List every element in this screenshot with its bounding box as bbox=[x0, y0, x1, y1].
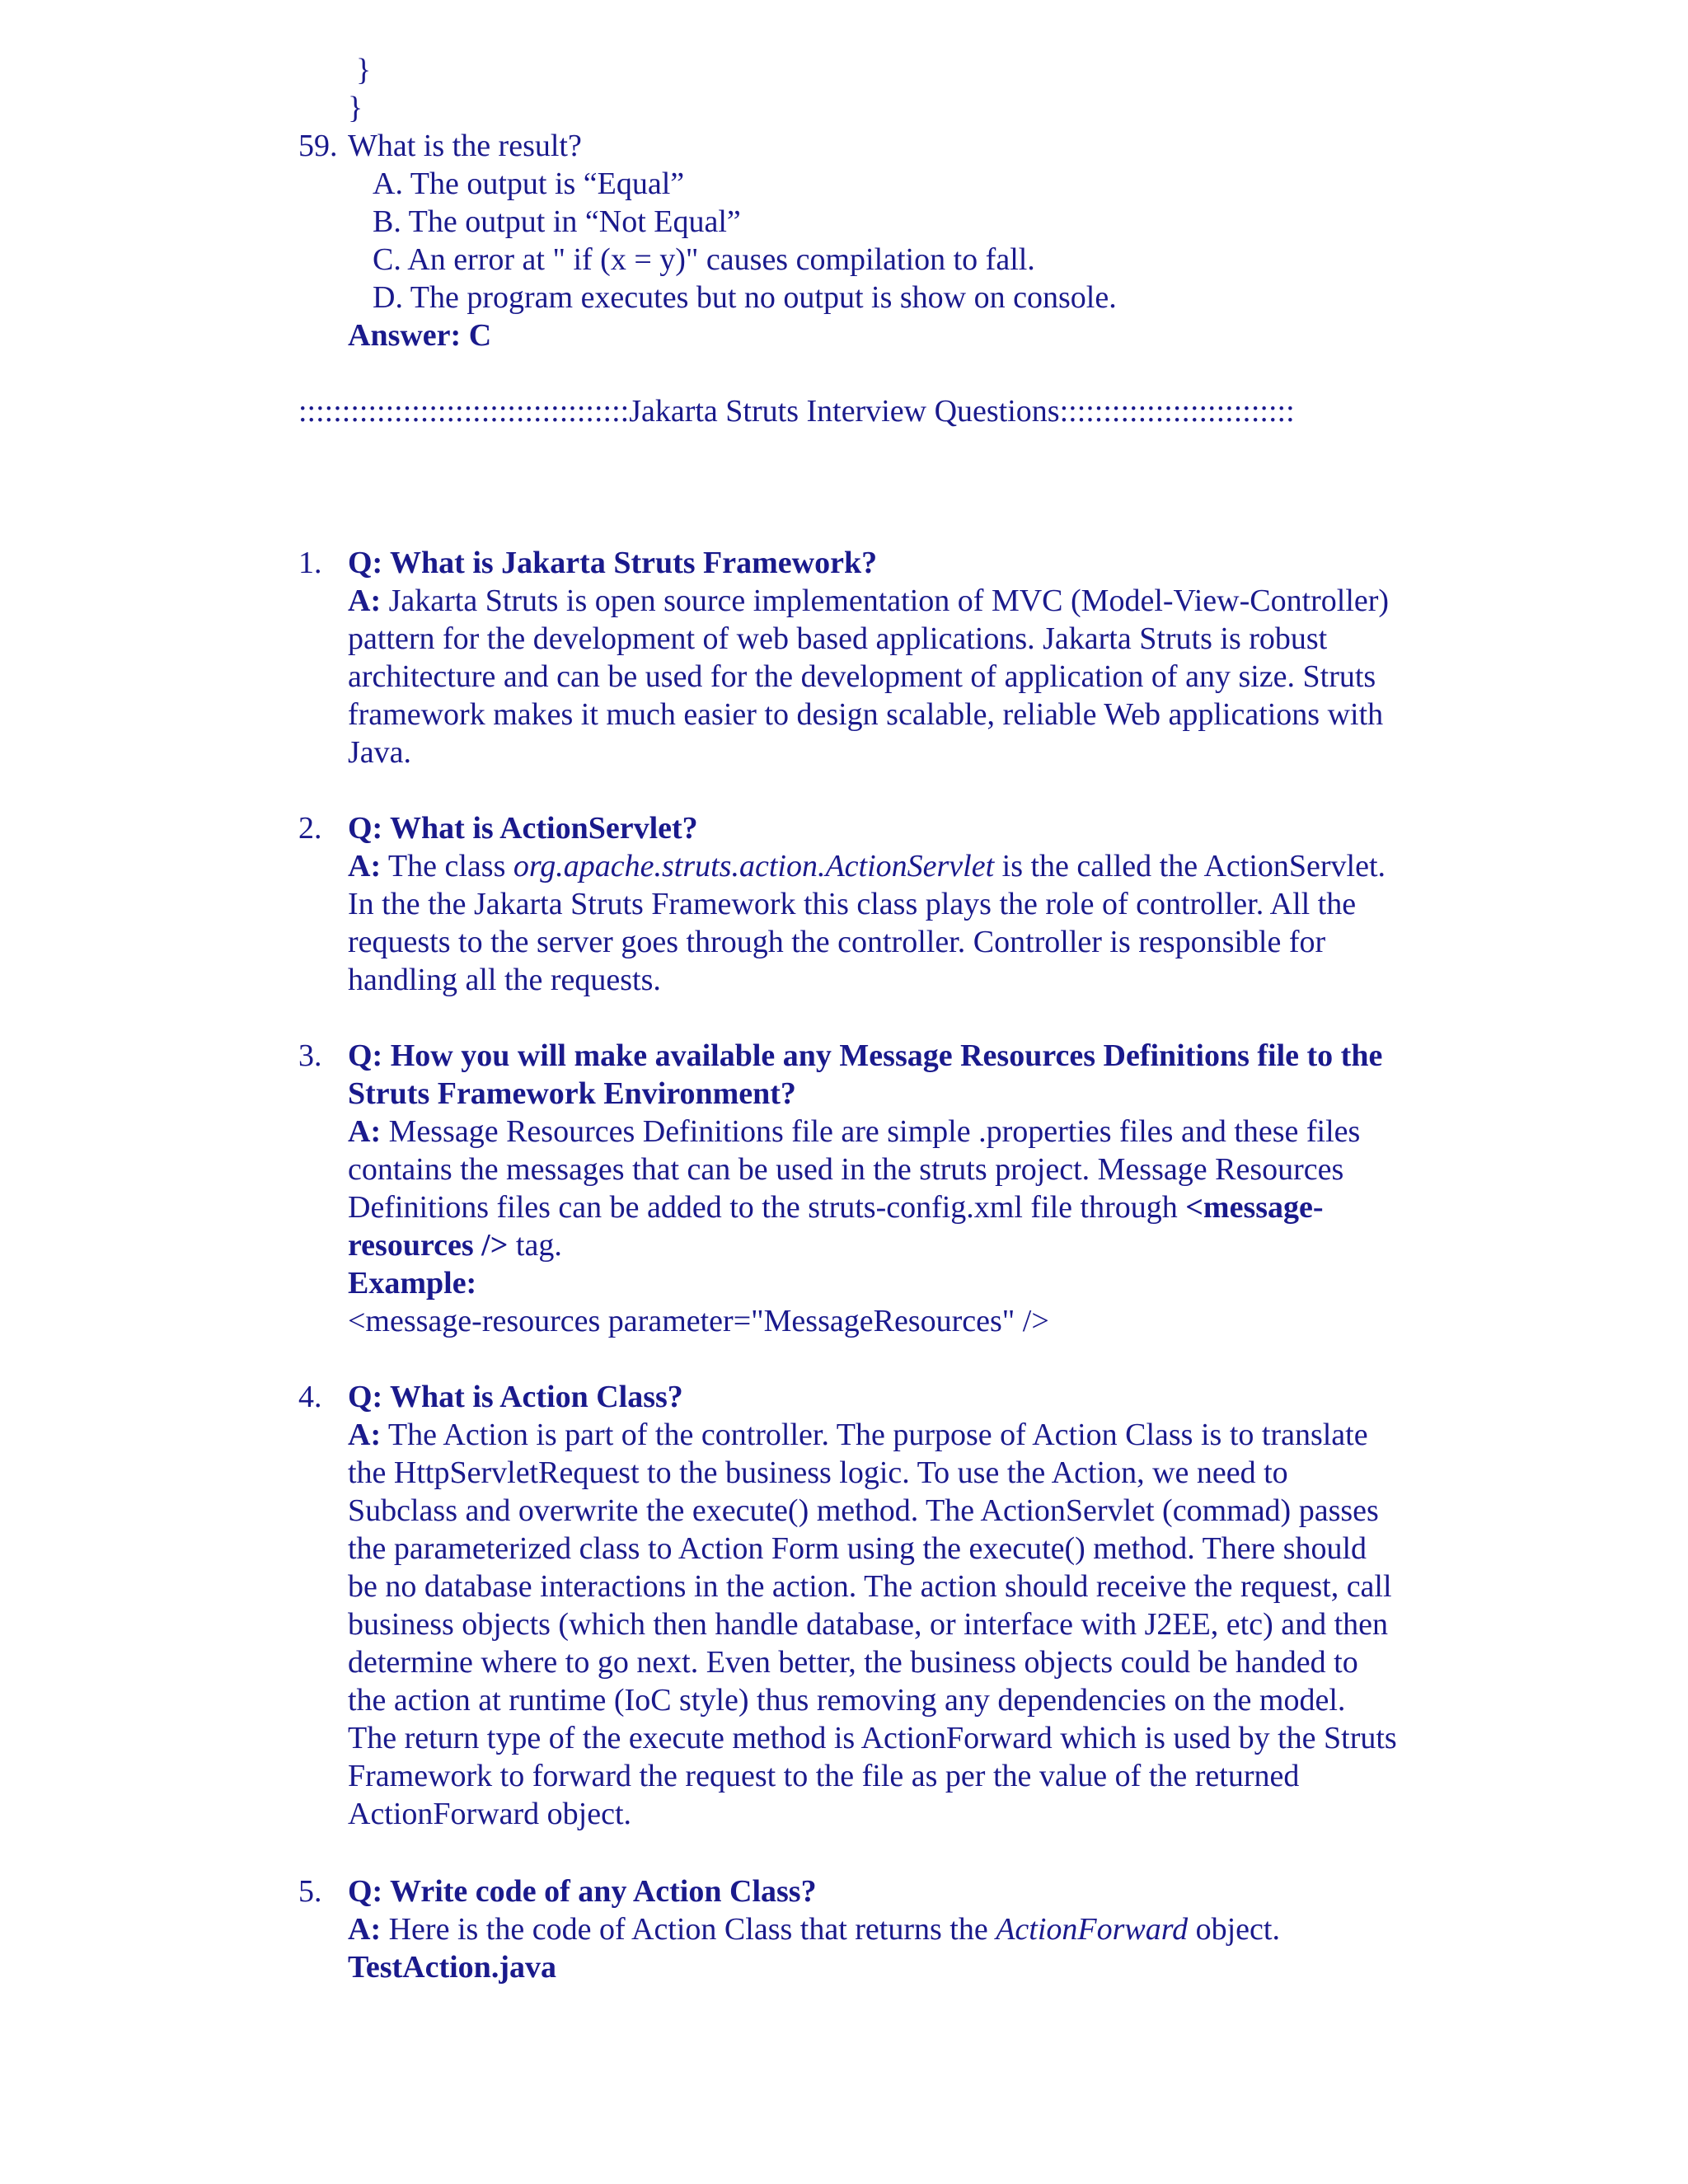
list-number: 3. bbox=[298, 1038, 322, 1073]
answer-prefix: A: bbox=[348, 1114, 382, 1149]
closing-brace: } bbox=[356, 53, 372, 87]
answer-text: tag. bbox=[508, 1228, 562, 1263]
question-heading: Q: What is Jakarta Struts Framework? bbox=[348, 546, 878, 580]
example-label: Example: bbox=[348, 1266, 477, 1301]
option-a: A. The output is “Equal” bbox=[373, 166, 685, 201]
answer-line: ActionForward object. bbox=[348, 1797, 632, 1831]
answer-line: In the the Jakarta Struts Framework this class plays the role of controller. All the bbox=[348, 887, 1357, 921]
answer-line: The return type of the execute method is ActionForward which is used by the Struts bbox=[348, 1721, 1397, 1755]
answer-text: is the called the ActionServlet. bbox=[994, 849, 1386, 883]
question-heading: Struts Framework Environment? bbox=[348, 1076, 796, 1111]
answer-line: requests to the server goes through the controller. Controller is responsible for bbox=[348, 925, 1326, 959]
answer-line bbox=[348, 1113, 1452, 1151]
answer-line: Answer: C bbox=[348, 318, 492, 353]
question-heading: Q: Write code of any Action Class? bbox=[348, 1874, 817, 1909]
answer-line: the parameterized class to Action Form using the execute() method. There should bbox=[348, 1531, 1367, 1566]
question-heading: Q: What is Action Class? bbox=[348, 1380, 683, 1414]
answer-line bbox=[348, 1416, 1452, 1454]
option-b: B. The output in “Not Equal” bbox=[373, 204, 741, 239]
qa-item bbox=[348, 544, 1452, 771]
class-name: ActionForward bbox=[996, 1912, 1189, 1947]
example-code: <message-resources parameter="MessageResources" /> bbox=[348, 1304, 1049, 1338]
list-number: 1. bbox=[298, 546, 322, 580]
option-d: D. The program executes but no output is show on console. bbox=[373, 280, 1117, 315]
answer-line: framework makes it much easier to design scalable, reliable Web applications with bbox=[348, 697, 1384, 732]
code-tag: resources /> bbox=[348, 1228, 509, 1263]
question-heading: Q: What is ActionServlet? bbox=[348, 811, 698, 846]
question-heading: Q: How you will make available any Message Resources Definitions file to the bbox=[348, 1038, 1383, 1073]
qa-item bbox=[348, 1037, 1452, 1340]
answer-prefix: A: bbox=[348, 583, 382, 618]
answer-text: The Action is part of the controller. The purpose of Action Class is to translate bbox=[381, 1418, 1368, 1452]
answer-text: Here is the code of Action Class that returns the bbox=[381, 1912, 996, 1947]
answer-line bbox=[348, 847, 1452, 885]
answer-line: business objects (which then handle database, or interface with J2EE, etc) and then bbox=[348, 1607, 1389, 1642]
answer-line bbox=[348, 1910, 1452, 1948]
class-name: org.apache.struts.action.ActionServlet bbox=[513, 849, 995, 883]
answer-text: Definitions files can be added to the struts-config.xml file through bbox=[348, 1190, 1186, 1225]
answer-text: object. bbox=[1188, 1912, 1280, 1947]
answer-line: Java. bbox=[348, 735, 412, 770]
answer-line: Subclass and overwrite the execute() method. The ActionServlet (commad) passes bbox=[348, 1493, 1379, 1528]
answer-line: architecture and can be used for the development of application of any size. Struts bbox=[348, 659, 1376, 694]
section-title: ::::::::::::::::::::::::::::::::::::::Jakarta Struts Interview Questions::::::::::::::::::::::::::: bbox=[298, 394, 1295, 429]
answer-line bbox=[348, 1188, 1452, 1226]
question-text: What is the result? bbox=[348, 129, 582, 163]
answer-line: contains the messages that can be used in the struts project. Message Resources bbox=[348, 1152, 1344, 1187]
list-number: 5. bbox=[298, 1874, 322, 1909]
answer-line: Framework to forward the request to the file as per the value of the returned bbox=[348, 1759, 1300, 1793]
qa-item bbox=[348, 1872, 1452, 1986]
answer-line: determine where to go next. Even better, the business objects could be handed to bbox=[348, 1645, 1358, 1680]
answer-line: be no database interactions in the action. The action should receive the request, call bbox=[348, 1569, 1392, 1604]
answer-prefix: A: bbox=[348, 849, 382, 883]
answer-line: handling all the requests. bbox=[348, 963, 661, 997]
answer-line bbox=[348, 582, 1452, 620]
answer-prefix: A: bbox=[348, 1912, 382, 1947]
answer-line: pattern for the development of web based applications. Jakarta Struts is robust bbox=[348, 621, 1328, 656]
question-number: 59. bbox=[298, 129, 338, 163]
answer-line: the HttpServletRequest to the business logic. To use the Action, we need to bbox=[348, 1455, 1288, 1490]
file-name: TestAction.java bbox=[348, 1950, 556, 1985]
list-number: 4. bbox=[298, 1380, 322, 1414]
qa-item bbox=[348, 1378, 1452, 1833]
list-number: 2. bbox=[298, 811, 322, 846]
answer-line bbox=[348, 1226, 1452, 1264]
answer-text: Message Resources Definitions file are simple .properties files and these files bbox=[381, 1114, 1361, 1149]
code-tag: <message- bbox=[1185, 1190, 1324, 1225]
answer-prefix: A: bbox=[348, 1418, 382, 1452]
answer-line: the action at runtime (IoC style) thus removing any dependencies on the model. bbox=[348, 1683, 1346, 1718]
closing-brace: } bbox=[348, 91, 363, 125]
answer-text: Jakarta Struts is open source implementation of MVC (Model-View-Controller) bbox=[381, 583, 1390, 618]
qa-item bbox=[348, 809, 1452, 999]
answer-text: The class bbox=[381, 849, 513, 883]
option-c: C. An error at " if (x = y)" causes compilation to fall. bbox=[373, 242, 1035, 277]
